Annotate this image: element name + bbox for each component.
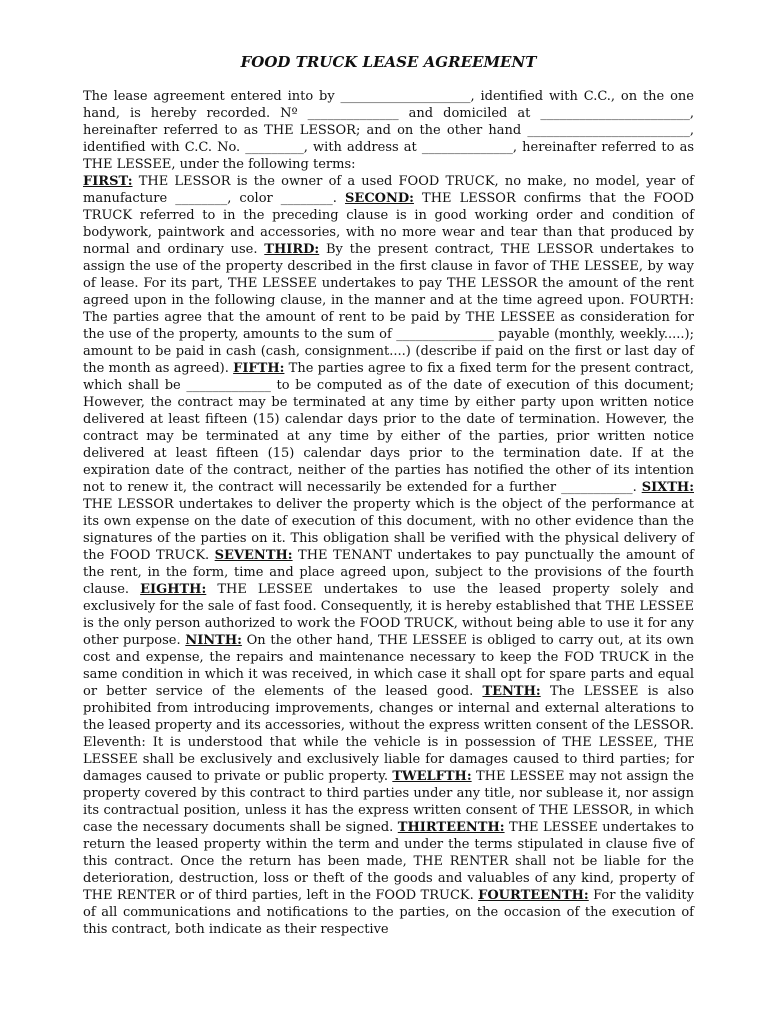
document-page <box>83 52 694 938</box>
clause-text-ninth: On the other hand, THE LESSEE is obliged to carry out, at its own cost and expense, the repairs and maintenance necessary to keep the FOD TRUCK in the same condition in which it was received, in which case it shall opt for spare parts and equal or better service of the elements of the leased good. <box>83 633 695 699</box>
clause-text-first: THE LESSOR is the owner of a used FOOD TRUCK, no make, no model, year of manufacture ________, color ________. <box>83 174 694 206</box>
clause-heading-eighth: EIGHTH: <box>140 582 207 597</box>
clause-heading-twelfth: TWELFTH: <box>392 769 472 784</box>
clause-heading-fourteenth: FOURTEENTH: <box>478 888 589 903</box>
clause-text-fourteenth: For the validity of all communications and notifications to the parties, on the occasion of the execution of this contract, both indicate as their respective <box>83 888 694 937</box>
clause-text-fifth: The parties agree to fix a fixed term for the present contract, which shall be _____________ to be computed as of the date of execution of this document; However, the contract may be terminated at any time by either party upon written notice delivered at least fifteen (15) calendar days prior to the date of termination. However, the contract may be terminated at any time by either of the parties, prior written notice delivered at least fifteen (15) calendar days prior to the termination date. If at the expiration date of the contract, neither of the parties has notified the other of its intention not to renew it, the contract will necessarily be extended for a further ___________. <box>83 361 694 495</box>
clause-heading-thirteenth: THIRTEENTH: <box>397 820 505 835</box>
clause-text-eighth: THE LESSEE undertakes to use the leased property solely and exclusively for the sale of fast food. Consequently, it is hereby established that THE LESSEE is the only person authorized to work the FOOD TRUCK, without being able to use it for any other purpose. <box>83 582 694 648</box>
document-title: FOOD TRUCK LEASE AGREEMENT <box>240 53 537 71</box>
clauses-paragraph <box>83 173 694 938</box>
clause-text-seventh: THE TENANT undertakes to pay punctually the amount of the rent, in the form, time and place agreed upon, subject to the provisions of the fourth clause. <box>83 548 694 597</box>
clause-heading-sixth: SIXTH: <box>641 480 694 495</box>
clause-heading-third: THIRD: <box>264 242 320 257</box>
intro-paragraph: The lease agreement entered into by ____________________, identified with C.C., on the one hand, is hereby recorded. Nº ______________ and domiciled at _______________________, hereinafter referred to as THE LESSOR; and on the other hand _________________________, identified with C.C. No. _________, with address at ______________, hereinafter referred to as THE LESSEE, under the following terms: <box>83 89 694 172</box>
clause-text-tenth: The LESSEE is also prohibited from introducing improvements, changes or internal and external alterations to the leased property and its accessories, without the express written consent of the LESSOR. Eleventh: It is understood that while the vehicle is in possession of THE LESSEE, THE LESSEE shall be exclusively and exclusively liable for damages caused to third parties; for damages caused to private or public property. <box>83 684 694 784</box>
clause-heading-first: FIRST: <box>83 174 133 189</box>
clause-text-second: THE LESSOR confirms that the FOOD TRUCK referred to in the preceding clause is in good working order and condition of bodywork, paintwork and accessories, with no more wear and tear than that produced by normal and ordinary use. <box>83 191 694 257</box>
clause-text-thirteenth: THE LESSEE undertakes to return the leased property within the term and under the terms stipulated in clause five of this contract. Once the return has been made, THE RENTER shall not be liable for the deterioration, destruction, loss or theft of the goods and valuables of any kind, property of THE RENTER or of third parties, left in the FOOD TRUCK. <box>83 820 694 903</box>
clause-text-sixth: THE LESSOR undertakes to deliver the property which is the object of the performance at its own expense on the date of execution of this document, with no other evidence than the signatures of the parties on it. This obligation shall be verified with the physical delivery of the FOOD TRUCK. <box>83 497 694 563</box>
clause-heading-second: SECOND: <box>345 191 414 206</box>
clause-heading-seventh: SEVENTH: <box>214 548 293 563</box>
clause-heading-fifth: FIFTH: <box>233 361 285 376</box>
clause-heading-tenth: TENTH: <box>482 684 541 699</box>
clause-heading-ninth: NINTH: <box>185 633 242 648</box>
clause-text-third: By the present contract, THE LESSOR undertakes to assign the use of the property described in the first clause in favor of THE LESSEE, by way of lease. For its part, THE LESSEE undertakes to pay THE LESSOR the amount of the rent agreed upon in the following clause, in the manner and at the time agreed upon. FOURTH: The parties agree that the amount of rent to be paid by THE LESSEE as consideration for the use of the property, amounts to the sum of _______________ payable (monthly, weekly.....); amount to be paid in cash (cash, consignment....) (describe if paid on the first or last day of the month as agreed). <box>83 242 694 376</box>
clause-text-twelfth: THE LESSEE may not assign the property covered by this contract to third parties under any title, nor sublease it, nor assign its contractual position, unless it has the express written consent of THE LESSOR, in which case the necessary documents shall be signed. <box>83 769 694 835</box>
